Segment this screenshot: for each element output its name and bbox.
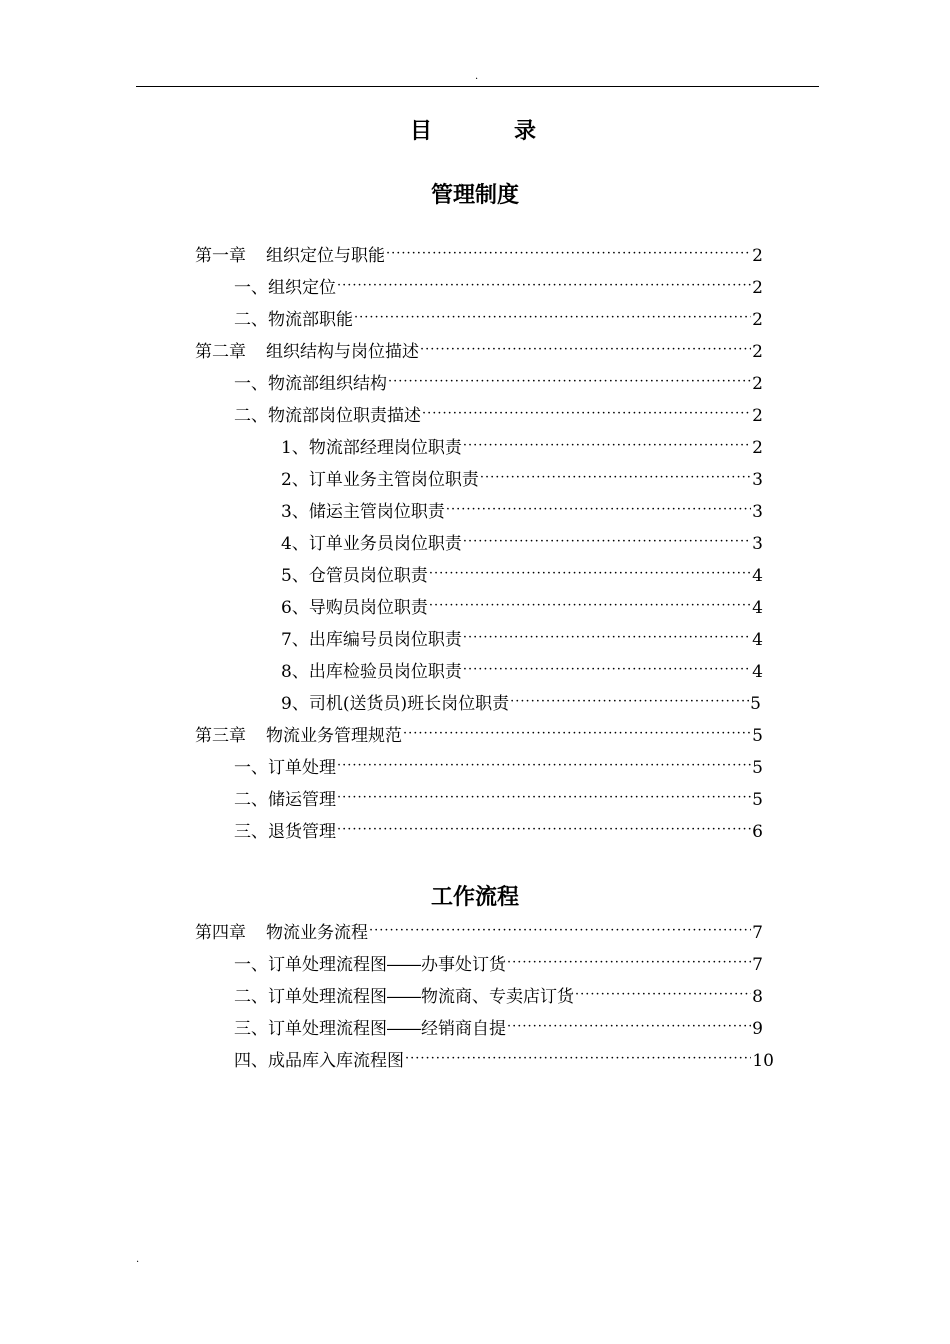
toc-page-number: 5	[752, 758, 763, 778]
toc-leader-dots	[463, 435, 751, 457]
toc-leader-dots	[480, 467, 751, 489]
toc-entry[interactable]	[234, 405, 763, 427]
toc-page-number: 9	[752, 1019, 763, 1039]
toc-entry[interactable]	[234, 986, 763, 1008]
toc-entry[interactable]	[234, 373, 763, 395]
toc-page-number: 8	[752, 987, 763, 1007]
toc-entry-label: 7、出库编号员岗位职责	[281, 630, 462, 650]
toc-entry-sub[interactable]	[281, 597, 763, 619]
toc-entry-label: 二、订单处理流程图――物流商、专卖店订货	[234, 987, 574, 1007]
toc-page-number: 10	[752, 1051, 774, 1071]
toc-leader-dots	[386, 243, 751, 265]
toc-leader-dots	[337, 787, 751, 809]
toc-page-number: 7	[752, 955, 763, 975]
toc-leader-dots	[463, 659, 751, 681]
toc-entry[interactable]	[234, 789, 763, 811]
toc-page-number: 5	[752, 790, 763, 810]
toc-page-number: 2	[752, 310, 763, 330]
toc-page-number: 7	[752, 923, 763, 943]
toc-entry-label: 一、订单处理流程图――办事处订货	[234, 955, 506, 975]
toc-entry-label: 二、物流部岗位职责描述	[234, 406, 421, 426]
toc-entry-label: 9、司机(送货员)班长岗位职责	[281, 694, 510, 714]
section-heading-workflow: 工作流程	[430, 885, 519, 910]
toc-page-number: 2	[752, 278, 763, 298]
toc-entry-label: 1、物流部经理岗位职责	[281, 438, 462, 458]
toc-page-number: 5	[750, 694, 761, 714]
toc-entry[interactable]	[234, 309, 763, 331]
toc-leader-dots	[337, 275, 751, 297]
toc-entry-label: 4、订单业务员岗位职责	[281, 534, 462, 554]
toc-entry-sub[interactable]	[281, 437, 763, 459]
toc-leader-dots	[388, 371, 751, 393]
toc-page-number: 6	[752, 822, 763, 842]
toc-entry-sub[interactable]	[281, 565, 763, 587]
toc-page-number: 4	[752, 630, 763, 650]
toc-leader-dots	[463, 531, 751, 553]
header-dot: .	[475, 71, 479, 82]
toc-leader-dots	[354, 307, 751, 329]
section-heading-management: 管理制度	[430, 183, 519, 208]
toc-entry-label: 一、订单处理	[234, 758, 336, 778]
toc-page-number: 2	[752, 438, 763, 458]
toc-leader-dots	[422, 403, 751, 425]
toc-page-number: 3	[752, 502, 763, 522]
toc-entry-sub[interactable]	[281, 501, 763, 523]
toc-leader-dots	[337, 819, 751, 841]
toc-entry-label: 四、成品库入库流程图	[234, 1051, 404, 1071]
toc-leader-dots	[429, 595, 751, 617]
toc-page-number: 4	[752, 662, 763, 682]
toc-entry[interactable]	[234, 1018, 763, 1040]
toc-entry[interactable]	[234, 954, 763, 976]
toc-leader-dots	[420, 339, 751, 361]
toc-leader-dots	[337, 755, 751, 777]
toc-page-number: 3	[752, 470, 763, 490]
toc-entry-sub[interactable]	[281, 693, 761, 715]
toc-entry-label: 第四章 物流业务流程	[195, 923, 368, 943]
toc-entry[interactable]	[234, 821, 763, 843]
toc-leader-dots	[575, 984, 751, 1006]
toc-entry-label: 第一章 组织定位与职能	[195, 246, 385, 266]
toc-page-number: 3	[752, 534, 763, 554]
toc-entry-label: 5、仓管员岗位职责	[281, 566, 428, 586]
toc-entry-label: 8、出库检验员岗位职责	[281, 662, 462, 682]
toc-entry-label: 一、组织定位	[234, 278, 336, 298]
toc-entry[interactable]	[234, 277, 763, 299]
toc-leader-dots	[405, 1048, 751, 1070]
toc-entry-sub[interactable]	[281, 661, 763, 683]
toc-entry[interactable]	[234, 757, 763, 779]
toc-page-number: 2	[752, 342, 763, 362]
toc-page-number: 2	[752, 246, 763, 266]
toc-entry-label: 一、物流部组织结构	[234, 374, 387, 394]
toc-page-number: 4	[752, 598, 763, 618]
toc-leader-dots	[463, 627, 751, 649]
toc-entry-chapter[interactable]	[195, 922, 763, 944]
toc-leader-dots	[403, 723, 751, 745]
toc-entry-label: 3、储运主管岗位职责	[281, 502, 445, 522]
toc-entry-sub[interactable]	[281, 469, 763, 491]
toc-leader-dots	[369, 920, 751, 942]
toc-entry-chapter[interactable]	[195, 341, 763, 363]
toc-leader-dots	[510, 691, 749, 713]
toc-leader-dots	[446, 499, 751, 521]
toc-page-number: 5	[752, 726, 763, 746]
toc-page-number: 2	[752, 406, 763, 426]
toc-entry[interactable]	[234, 1050, 774, 1072]
toc-entry-chapter[interactable]	[195, 725, 763, 747]
toc-entry-label: 三、退货管理	[234, 822, 336, 842]
toc-page-number: 2	[752, 374, 763, 394]
toc-page-number: 4	[752, 566, 763, 586]
toc-leader-dots	[507, 952, 751, 974]
toc-leader-dots	[507, 1016, 751, 1038]
toc-entry-label: 三、订单处理流程图――经销商自提	[234, 1019, 506, 1039]
toc-entry-label: 第二章 组织结构与岗位描述	[195, 342, 419, 362]
toc-entry-chapter[interactable]	[195, 245, 763, 267]
toc-entry-label: 6、导购员岗位职责	[281, 598, 428, 618]
toc-leader-dots	[429, 563, 751, 585]
toc-entry-label: 2、订单业务主管岗位职责	[281, 470, 479, 490]
title-right-char: 录	[514, 119, 541, 144]
footer-dot: .	[136, 1254, 140, 1265]
toc-entry-label: 二、物流部职能	[234, 310, 353, 330]
toc-entry-label: 第三章 物流业务管理规范	[195, 726, 402, 746]
toc-entry-label: 二、储运管理	[234, 790, 336, 810]
title-left-char: 目	[409, 119, 436, 144]
toc-entry-sub[interactable]	[281, 629, 763, 651]
toc-entry-sub[interactable]	[281, 533, 763, 555]
